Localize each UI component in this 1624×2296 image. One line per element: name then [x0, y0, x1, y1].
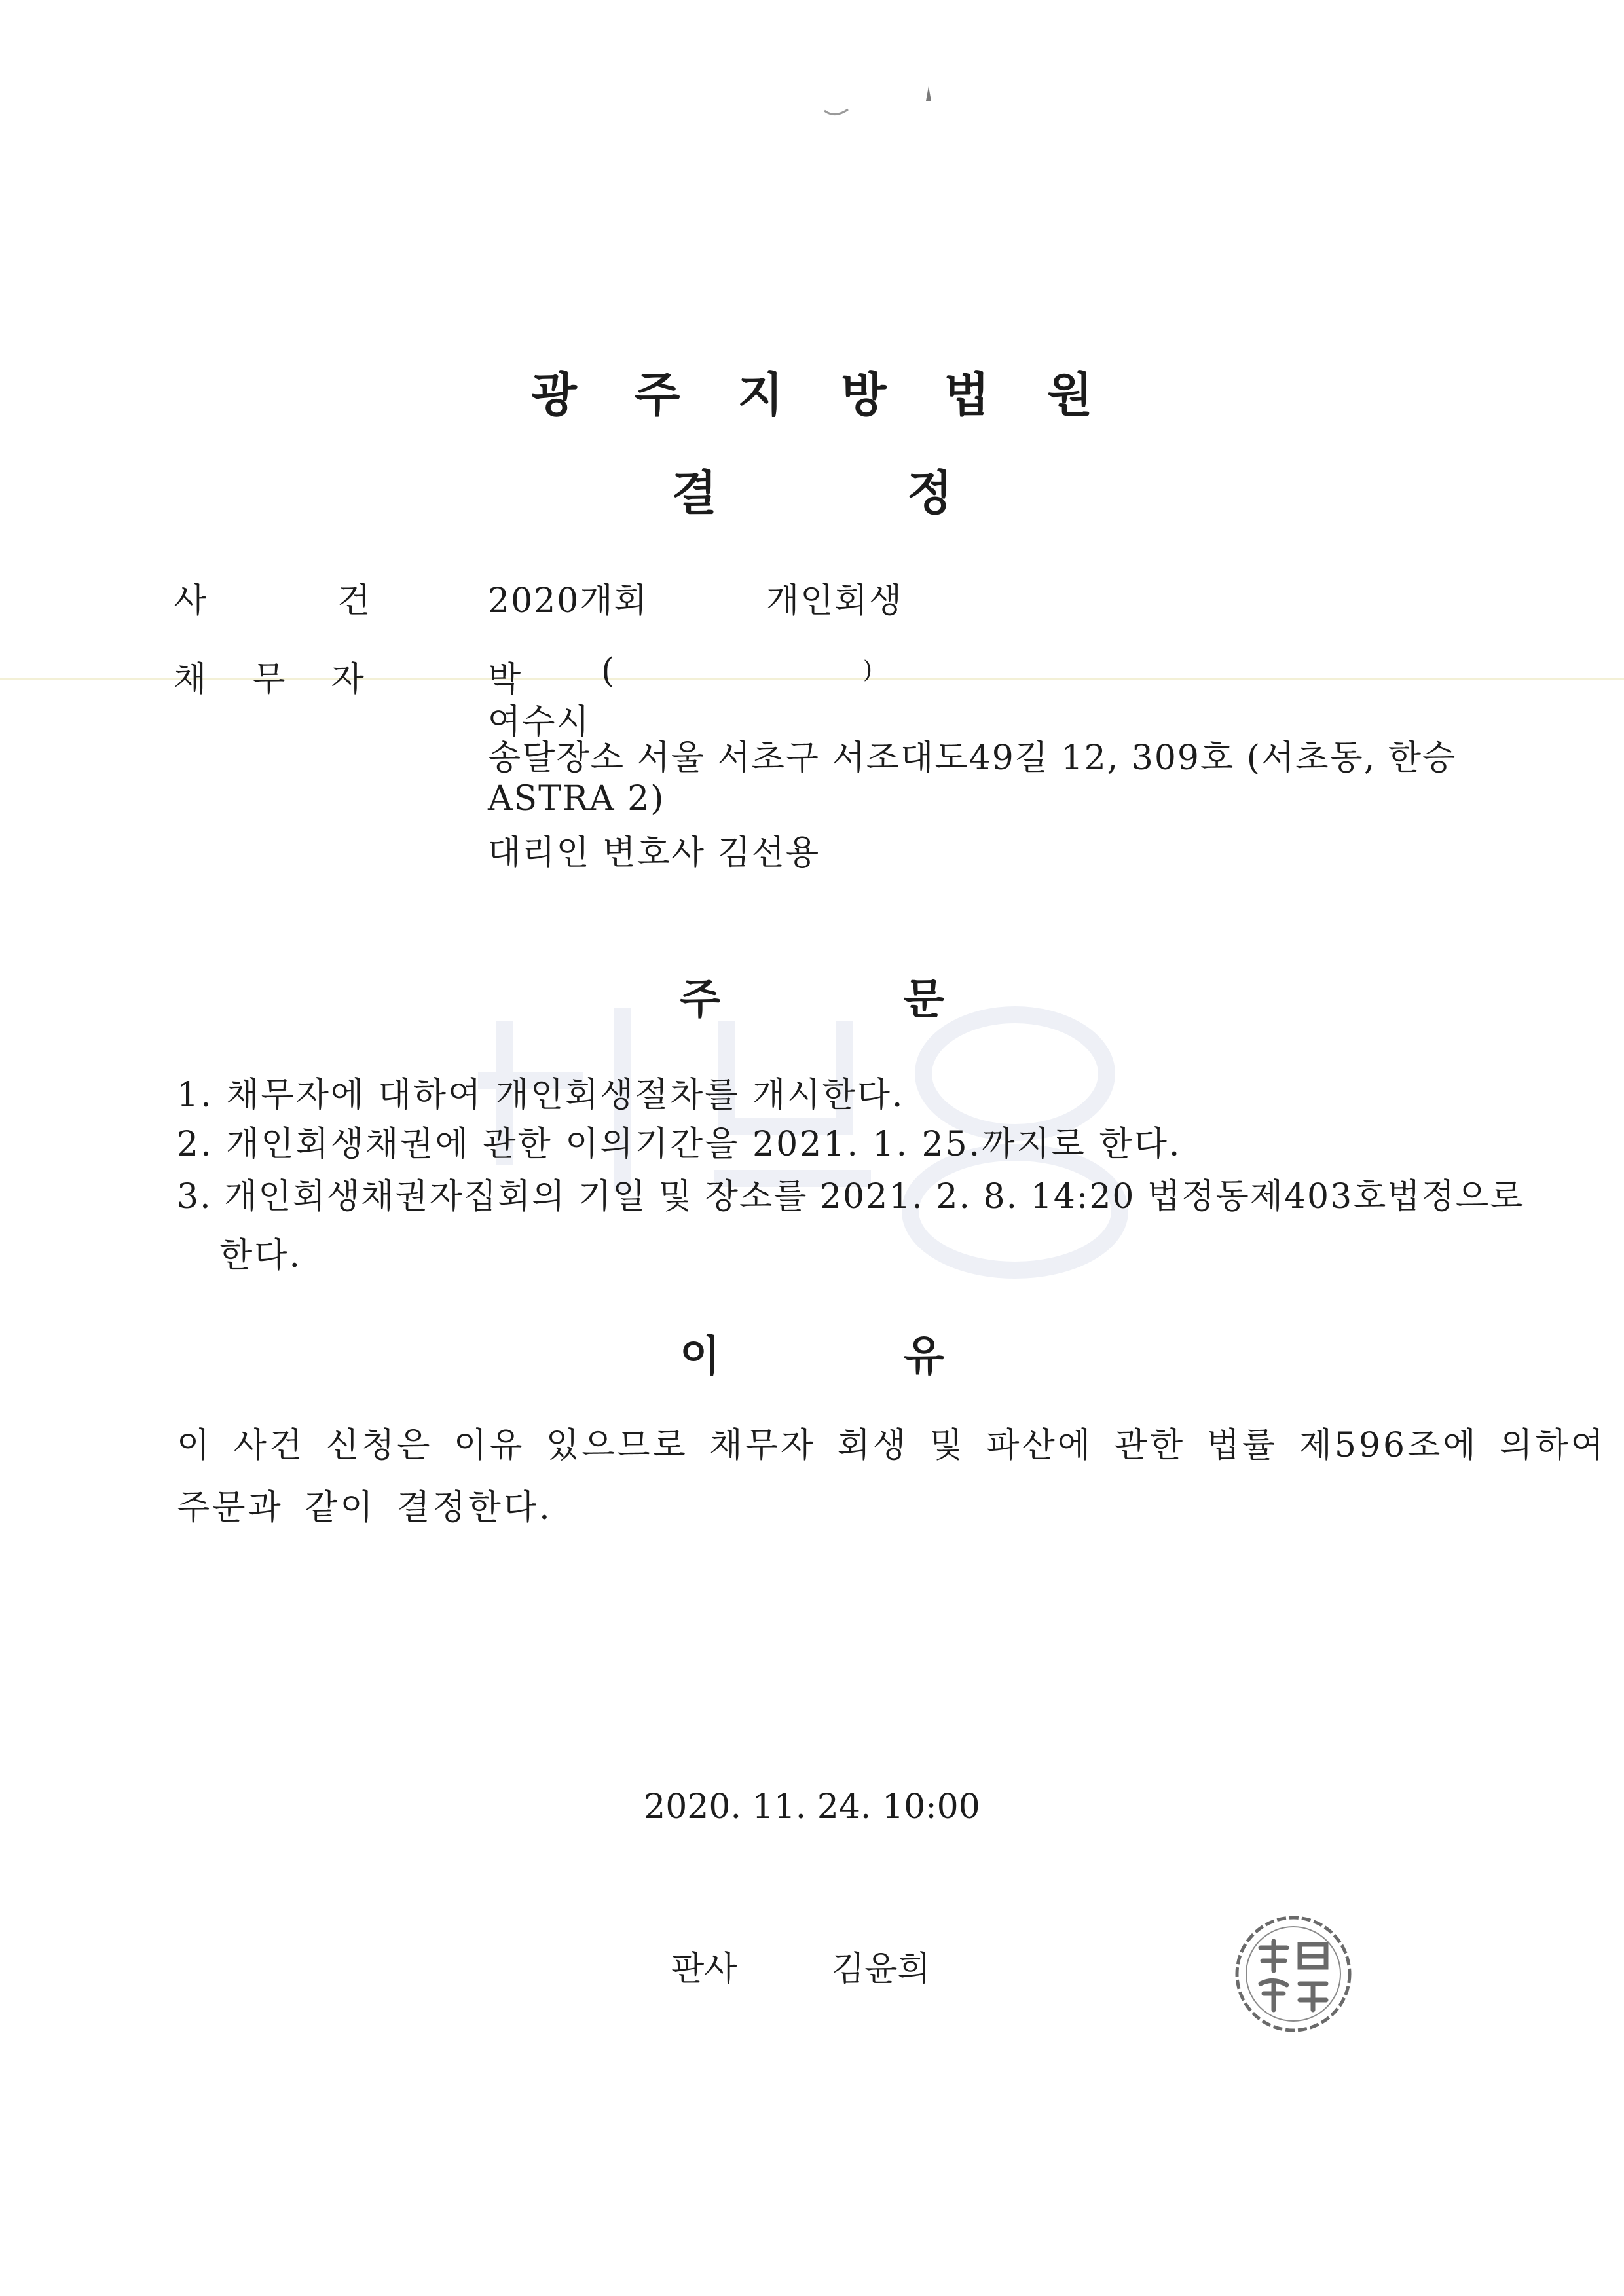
debtor-id-open-paren: ( [601, 651, 616, 691]
order-item: 2. 개인회생채권에 관한 이의기간을 2021. 1. 25.까지로 한다. [177, 1125, 1182, 1164]
case-number: 2020개회 [488, 581, 648, 621]
judge-seal-stamp [1231, 1912, 1356, 2036]
scan-speck [822, 101, 861, 121]
order-heading: 주문 [680, 975, 1128, 1024]
case-type: 개인회생 [766, 581, 903, 621]
document-title: 결정 [671, 465, 1143, 520]
reason-line: 이 사건 신청은 이유 있으므로 채무자 회생 및 파산에 관한 법률 제596조에 의하여 [177, 1426, 1606, 1465]
order-item: 3. 개인회생채권자집회의 기일 및 장소를 2021. 2. 8. 14:20 법정동제403호법정으로 [177, 1177, 1524, 1216]
court-name: 광주지방법원 [531, 367, 1151, 422]
judge-title: 판사 [671, 1950, 737, 1989]
delivery-address-line2: ASTRA 2) [488, 779, 665, 818]
order-item-continuation: 한다. [219, 1236, 302, 1275]
decision-date: 2020. 11. 24. 10:00 [644, 1787, 980, 1827]
judge-name: 김윤희 [832, 1950, 931, 1989]
delivery-address-line1: 송달장소 서울 서초구 서조대도49길 12, 309호 (서초동, 한승 [488, 738, 1457, 778]
debtor-id-close-paren: ) [863, 657, 874, 683]
order-item: 1. 채무자에 대하여 개인회생절차를 개시한다. [177, 1076, 905, 1115]
debtor-city: 여수시 [488, 702, 591, 742]
debtor-label: 채무자 [174, 660, 410, 699]
debtor-agent: 대리인 변호사 김선용 [488, 833, 821, 873]
reason-line: 주문과 같이 결정한다. [177, 1488, 553, 1527]
reason-heading: 이유 [680, 1332, 1128, 1381]
case-label: 사건 [174, 581, 502, 621]
scan-speck [922, 85, 935, 105]
debtor-name: 박 [488, 660, 523, 699]
